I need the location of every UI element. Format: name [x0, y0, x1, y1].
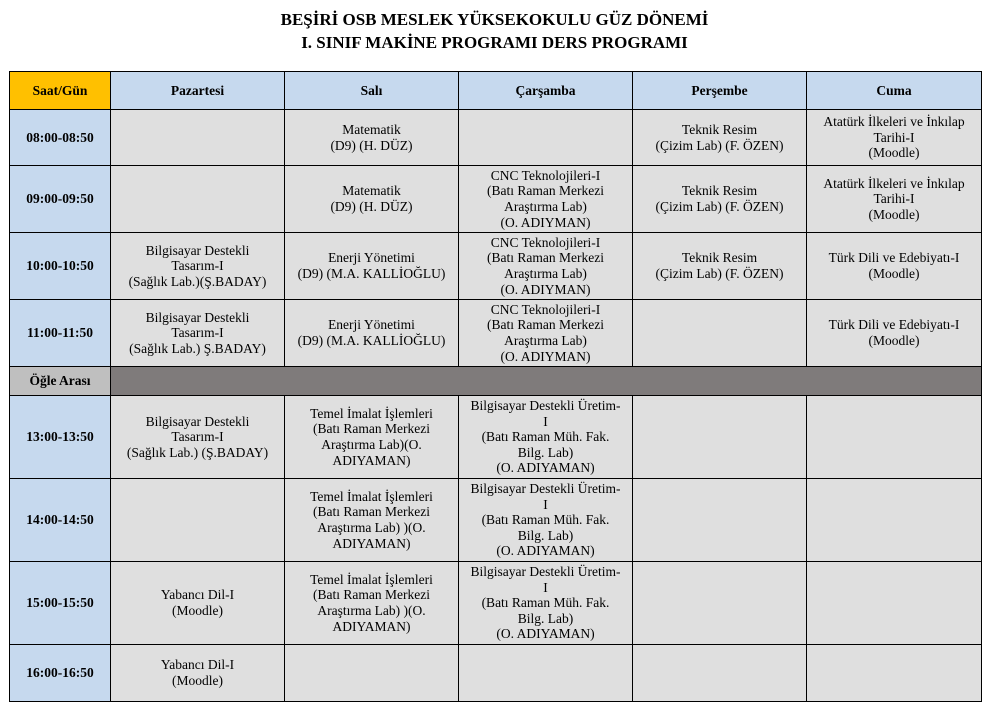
- course-cell-monday: [111, 166, 285, 233]
- schedule-row: [10, 562, 982, 645]
- time-slot-cell: 11:00-11:50: [10, 300, 111, 367]
- header-row: [10, 72, 982, 110]
- course-text: Teknik Resim (Çizim Lab) (F. ÖZEN): [655, 121, 784, 153]
- schedule-body: [10, 72, 982, 702]
- header-cell-thursday: Perşembe: [633, 72, 807, 110]
- course-cell-monday: [111, 300, 285, 367]
- course-text: Temel İmalat İşlemleri (Batı Raman Merkezi Araştırma Lab) )(O. ADIYAMAN): [310, 488, 433, 551]
- course-text: Enerji Yönetimi (D9) (M.A. KALLİOĞLU): [297, 250, 446, 281]
- course-text: Teknik Resim (Çizim Lab) (F. ÖZEN): [655, 250, 784, 281]
- course-cell-friday: [807, 396, 982, 479]
- lunch-break-label: Öğle Arası: [10, 367, 111, 396]
- course-text: CNC Teknolojileri-I (Batı Raman Merkezi Araştırma Lab) (O. ADIYMAN): [487, 167, 604, 230]
- course-cell-friday: [807, 233, 982, 300]
- header-cell-time: Saat/Gün: [10, 72, 111, 110]
- course-cell-wednesday: [459, 166, 633, 233]
- course-cell-thursday: [633, 166, 807, 233]
- time-slot-cell: 10:00-10:50: [10, 233, 111, 300]
- course-cell-tuesday: [285, 479, 459, 562]
- time-slot-cell: 16:00-16:50: [10, 645, 111, 702]
- course-text: Temel İmalat İşlemleri (Batı Raman Merkezi Araştırma Lab)(O. ADIYAMAN): [310, 405, 433, 468]
- course-cell-thursday: [633, 396, 807, 479]
- course-cell-tuesday: [285, 396, 459, 479]
- course-cell-thursday: [633, 233, 807, 300]
- course-cell-monday: [111, 233, 285, 300]
- course-text: Yabancı Dil-I (Moodle): [160, 587, 235, 618]
- header-cell-tuesday: Salı: [285, 72, 459, 110]
- course-cell-wednesday: [459, 645, 633, 702]
- header-cell-monday: Pazartesi: [111, 72, 285, 110]
- course-cell-wednesday: [459, 396, 633, 479]
- schedule-row: [10, 166, 982, 233]
- course-text: Bilgisayar Destekli Tasarım-I (Sağlık Lab.) Ş.BADAY): [129, 309, 266, 356]
- course-cell-tuesday: [285, 645, 459, 702]
- course-text: Bilgisayar Destekli Üretim- I (Batı Raman Müh. Fak. Bilg. Lab) (O. ADIYAMAN): [470, 398, 621, 476]
- schedule-row: [10, 396, 982, 479]
- header-cell-wednesday: Çarşamba: [459, 72, 633, 110]
- time-slot-cell: 14:00-14:50: [10, 479, 111, 562]
- course-cell-friday: [807, 110, 982, 166]
- time-slot-cell: 15:00-15:50: [10, 562, 111, 645]
- course-text: Atatürk İlkeleri ve İnkılap Tarihi-I (Moodle): [823, 114, 965, 161]
- course-cell-friday: [807, 645, 982, 702]
- course-text: Bilgisayar Destekli Üretim- I (Batı Raman Müh. Fak. Bilg. Lab) (O. ADIYAMAN): [470, 564, 621, 642]
- lunch-break-row: [10, 367, 982, 396]
- course-cell-thursday: [633, 479, 807, 562]
- course-text: CNC Teknolojileri-I (Batı Raman Merkezi Araştırma Lab) (O. ADIYMAN): [487, 234, 604, 297]
- course-cell-tuesday: [285, 233, 459, 300]
- course-cell-wednesday: [459, 110, 633, 166]
- course-text: Teknik Resim (Çizim Lab) (F. ÖZEN): [655, 183, 784, 214]
- course-text: Bilgisayar Destekli Tasarım-I (Sağlık Lab.) (Ş.BADAY): [126, 413, 269, 460]
- course-cell-friday: [807, 479, 982, 562]
- time-slot-cell: 13:00-13:50: [10, 396, 111, 479]
- course-cell-thursday: [633, 562, 807, 645]
- course-text: Temel İmalat İşlemleri (Batı Raman Merkezi Araştırma Lab) )(O. ADIYAMAN): [310, 571, 433, 634]
- course-cell-tuesday: [285, 300, 459, 367]
- lunch-break-fill: [111, 367, 982, 396]
- course-cell-thursday: [633, 645, 807, 702]
- course-cell-wednesday: [459, 233, 633, 300]
- course-cell-tuesday: [285, 562, 459, 645]
- course-cell-friday: [807, 166, 982, 233]
- time-slot-cell: 09:00-09:50: [10, 166, 111, 233]
- schedule-row: [10, 110, 982, 166]
- course-cell-monday: [111, 479, 285, 562]
- course-cell-thursday: [633, 300, 807, 367]
- time-slot-cell: 08:00-08:50: [10, 110, 111, 166]
- course-text: Enerji Yönetimi (D9) (M.A. KALLİOĞLU): [297, 317, 446, 348]
- document-subtitle: I. SINIF MAKİNE PROGRAMI DERS PROGRAMI: [301, 33, 688, 52]
- course-text: Yabancı Dil-I (Moodle): [160, 657, 235, 688]
- course-cell-friday: [807, 562, 982, 645]
- schedule-row: [10, 645, 982, 702]
- course-cell-wednesday: [459, 300, 633, 367]
- course-text: Türk Dili ve Edebiyatı-I (Moodle): [828, 250, 960, 281]
- course-cell-monday: [111, 396, 285, 479]
- course-text: Bilgisayar Destekli Üretim- I (Batı Raman Müh. Fak. Bilg. Lab) (O. ADIYAMAN): [470, 481, 621, 559]
- course-cell-monday: [111, 562, 285, 645]
- course-cell-wednesday: [459, 479, 633, 562]
- course-text: Atatürk İlkeleri ve İnkılap Tarihi-I (Moodle): [823, 175, 965, 222]
- header-cell-friday: Cuma: [807, 72, 982, 110]
- course-text: Matematik (D9) (H. DÜZ): [330, 183, 413, 214]
- course-cell-tuesday: [285, 166, 459, 233]
- document-title: BEŞİRİ OSB MESLEK YÜKSEKOKULU GÜZ DÖNEMİ: [280, 10, 709, 29]
- course-cell-friday: [807, 300, 982, 367]
- course-text: Bilgisayar Destekli Tasarım-I (Sağlık Lab.)(Ş.BADAY): [128, 242, 267, 289]
- schedule-row: [10, 479, 982, 562]
- course-cell-tuesday: [285, 110, 459, 166]
- course-text: CNC Teknolojileri-I (Batı Raman Merkezi Araştırma Lab) (O. ADIYMAN): [487, 301, 604, 364]
- course-text: Türk Dili ve Edebiyatı-I (Moodle): [828, 317, 960, 348]
- schedule-table: [9, 71, 982, 702]
- course-text: Matematik (D9) (H. DÜZ): [330, 121, 413, 153]
- course-cell-thursday: [633, 110, 807, 166]
- course-cell-monday: [111, 110, 285, 166]
- course-cell-wednesday: [459, 562, 633, 645]
- course-cell-monday: [111, 645, 285, 702]
- schedule-row: [10, 300, 982, 367]
- schedule-row: [10, 233, 982, 300]
